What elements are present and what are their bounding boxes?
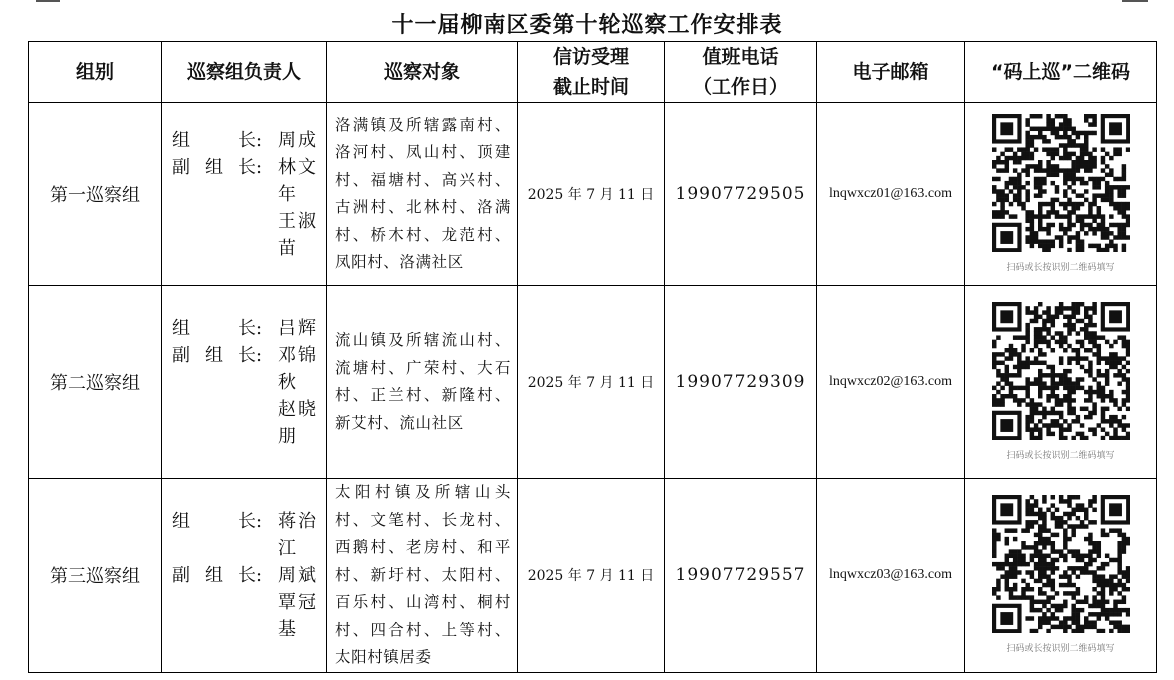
header-deadline [518,42,665,103]
qr-code [992,495,1130,654]
qr-code [992,114,1130,273]
colon: : [256,564,263,586]
leader-name: 蒋治江 [278,510,316,559]
leader-line [162,315,318,342]
leaders-cell [162,286,327,479]
header-qr: “码上巡”二维码 [965,42,1157,103]
qr-code-icon [992,302,1130,440]
leaders-cell [162,479,327,673]
qr-caption: 扫码或长按识别二维码填写 [1006,644,1115,655]
leader-role: 组长 [172,510,256,532]
group-name: 第一巡察组 [29,103,162,286]
duty-phone: 19907729505 [665,103,817,286]
top-rule-right [1122,0,1148,2]
header-phone-line1: 值班电话 [702,46,779,68]
deputy-role: 副组长 [172,564,256,586]
header-email: 电子邮箱 [817,42,965,103]
header-deadline-line2: 截止时间 [552,76,629,98]
colon: : [256,344,263,366]
group-name: 第二巡察组 [29,286,162,479]
colon: : [256,129,263,151]
email-address: lnqwxcz03@163.com [817,479,965,673]
spacer [172,396,256,450]
deputy-name: 覃冠基 [278,591,316,640]
inspection-schedule-table [28,41,1157,673]
spacer [256,208,266,262]
deadline-date: 2025 年 7 月 11 日 [518,479,665,673]
group-name: 第三巡察组 [29,479,162,673]
deputy-role: 副组长 [172,156,256,178]
deputy-role: 副组长 [172,344,256,366]
spacer [256,396,266,450]
deputy-line [162,562,318,589]
deputy-line [162,154,318,208]
qr-cell [965,103,1157,286]
leader-name: 周成 [278,129,316,151]
deadline-date: 2025 年 7 月 11 日 [518,103,665,286]
table-row [29,479,1157,673]
deputy-name: 邓锦秋 [278,344,316,393]
deputy-name: 王淑苗 [278,210,316,259]
table-row [29,286,1157,479]
page-title: 十一届柳南区委第十轮巡察工作安排表 [391,13,783,38]
deputy-name: 赵晓朋 [278,398,316,447]
spacer [256,589,266,643]
deputy-name: 林文年 [278,156,316,205]
duty-phone: 19907729309 [665,286,817,479]
deadline-date: 2025 年 7 月 11 日 [518,286,665,479]
leader-line [162,508,318,562]
header-group: 组别 [29,42,162,103]
qr-caption: 扫码或长按识别二维码填写 [1006,263,1115,273]
leader-line [162,127,318,154]
duty-phone: 19907729557 [665,479,817,673]
spacer [172,589,256,643]
targets-text: 洛满镇及所辖露南村、洛河村、凤山村、顶建村、福塘村、高兴村、古洲村、北林村、洛满村、桥木村、龙范村、凤阳村、洛满社区 [327,103,518,286]
header-row [29,42,1157,103]
table-row [29,103,1157,286]
colon: : [256,510,263,532]
deputy-line [162,342,318,396]
qr-code-icon [992,114,1130,252]
qr-code-icon [992,495,1130,633]
header-leaders: 巡察组负责人 [162,42,327,103]
deputy-name: 周斌 [278,564,316,586]
leader-role: 组长 [172,317,256,339]
leader-name: 吕辉 [278,317,316,339]
colon: : [256,156,263,178]
leader-role: 组长 [172,129,256,151]
header-targets: 巡察对象 [327,42,518,103]
deputy-line-2 [162,589,318,643]
spacer [172,208,256,262]
deputy-line-2 [162,396,318,450]
colon: : [256,317,263,339]
qr-cell [965,286,1157,479]
header-phone-line2: （工作日） [692,76,788,98]
header-phone [665,42,817,103]
email-address: lnqwxcz01@163.com [817,103,965,286]
targets-text: 流山镇及所辖流山村、流塘村、广荣村、大石村、正兰村、新隆村、新艾村、流山社区 [327,286,518,479]
deputy-line-2 [162,208,318,262]
qr-caption: 扫码或长按识别二维码填写 [1006,451,1115,461]
qr-cell [965,479,1157,673]
top-rule-left [36,0,60,2]
header-deadline-line1: 信访受理 [552,46,629,68]
leaders-cell [162,103,327,286]
email-address: lnqwxcz02@163.com [817,286,965,479]
qr-code [992,302,1130,461]
targets-text: 太阳村镇及所辖山头村、文笔村、长龙村、西鹅村、老房村、和平村、新圩村、太阳村、百乐村、山湾村、桐村村、四合村、上等村、太阳村镇居委 [327,479,518,673]
